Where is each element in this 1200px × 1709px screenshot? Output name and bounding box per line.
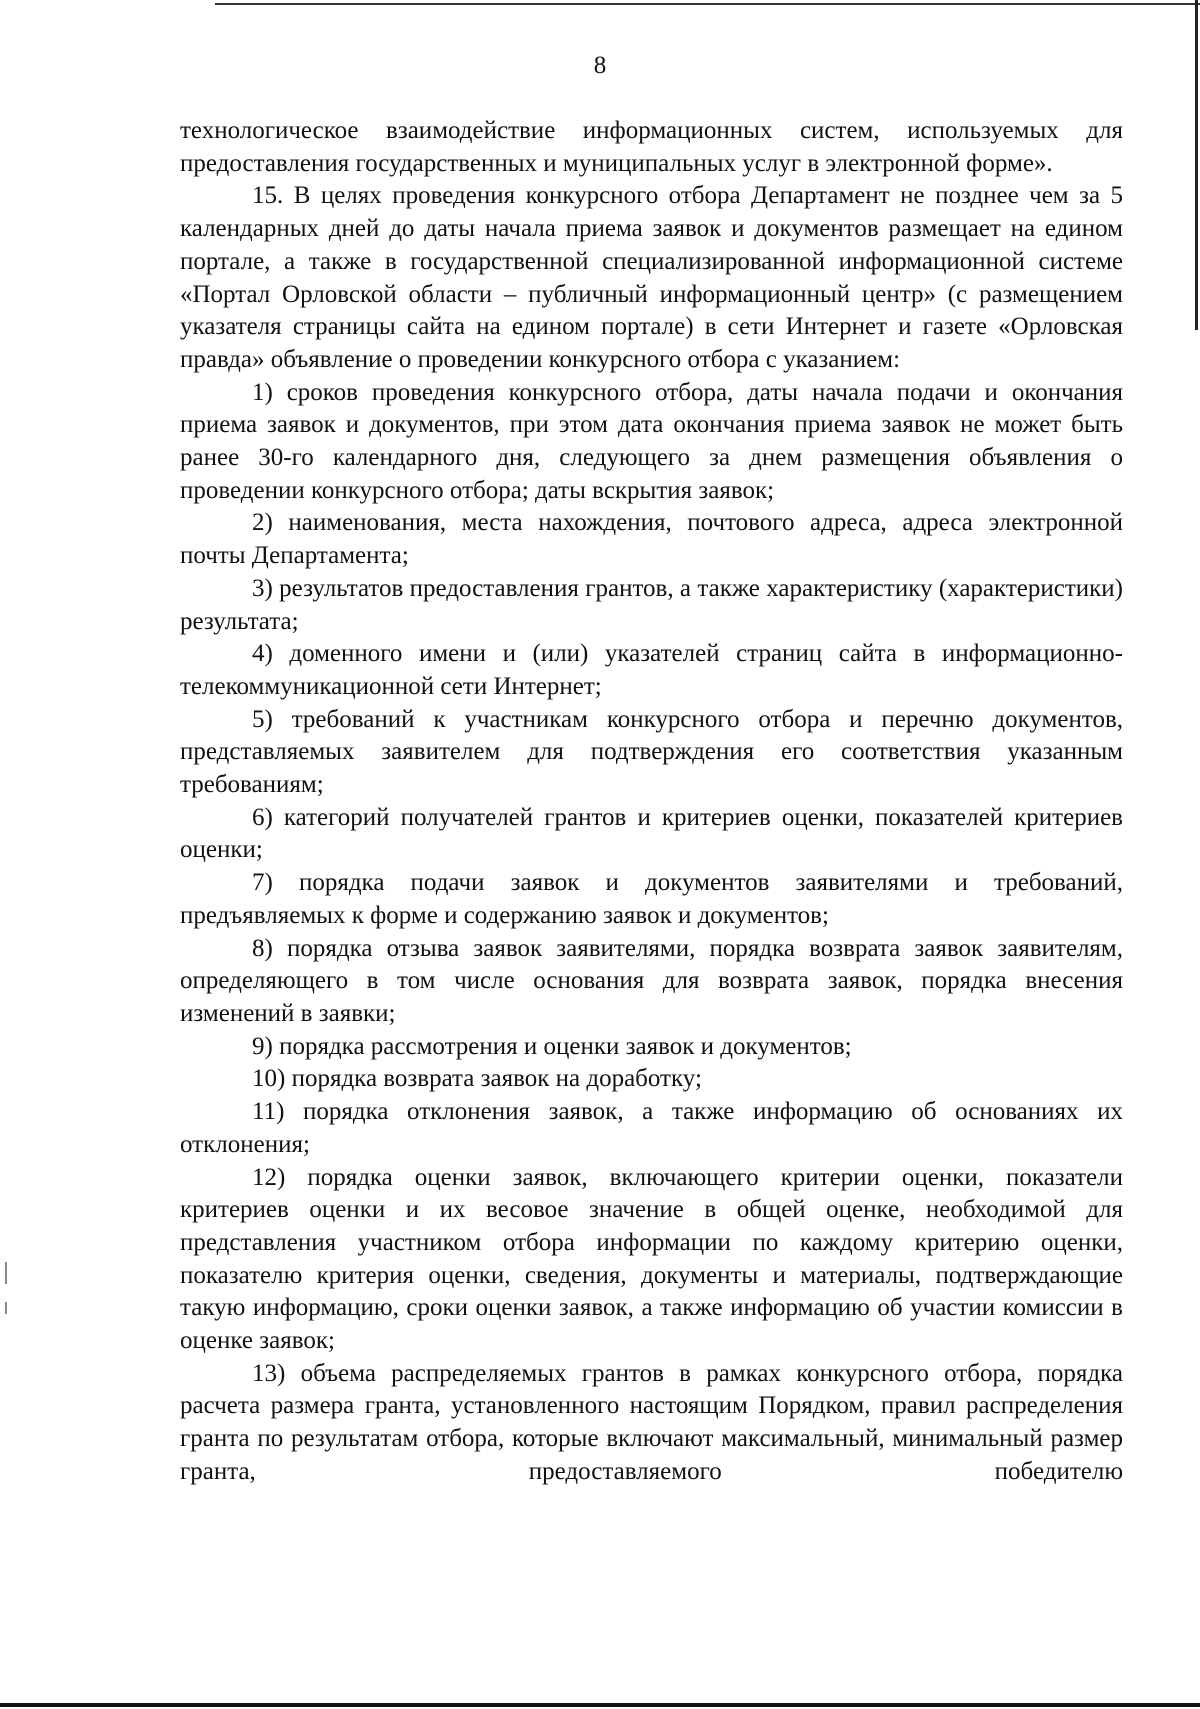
paragraph: 8) порядка отзыва заявок заявителями, порядка возврата заявок заявителям, определяющего в том числе основания для возврата заявок, порядка внесения изменений в заявки; bbox=[180, 934, 1123, 1027]
paragraph: технологическое взаимодействие информационных систем, используемых для предоставления государственных и муниципальных услуг в электронной форме». bbox=[180, 117, 1123, 177]
document-body bbox=[180, 115, 1123, 1489]
paragraph: 1) сроков проведения конкурсного отбора, даты начала подачи и окончания приема заявок и документов, при этом дата окончания приема заявок не может быть ранее 30-го календарного дня, следующего за днем размещения объявления о проведении конкурсного отбора; даты вскрытия заявок; bbox=[180, 378, 1123, 504]
paragraph: 13) объема распределяемых грантов в рамках конкурсного отбора, порядка расчета размера гранта, установленного настоящим Порядком, правил распределения гранта по результатам отбора, которые включают максимальный, минимальный размер гранта, предоставляемого победителю bbox=[180, 1359, 1123, 1485]
paragraph: 2) наименования, места нахождения, почтового адреса, адреса электронной почты Департамента; bbox=[180, 509, 1123, 570]
paragraph: 7) порядка подачи заявок и документов заявителями и требований, предъявляемых к форме и содержанию заявок и документов; bbox=[180, 869, 1123, 929]
paragraph: 10) порядка возврата заявок на доработку; bbox=[252, 1065, 702, 1093]
paragraph: 11) порядка отклонения заявок, а также информацию об основаниях их отклонения; bbox=[180, 1098, 1123, 1158]
page-number: 8 bbox=[593, 52, 607, 79]
paragraph: 5) требований к участникам конкурсного отбора и перечню документов, представляемых заявителем для подтверждения его соответствия указанным требованиям; bbox=[180, 705, 1123, 799]
paragraph: 12) порядка оценки заявок, включающего критерии оценки, показатели критериев оценки и их весовое значение в общей оценке, необходимой для представления участником отбора информации по каждому критерию оценки, показателю критерия оценки, сведения, документы и материалы, подтверждающие такую информацию, сроки оценки заявок, а также информацию об участии комиссии в оценке заявок; bbox=[180, 1163, 1123, 1355]
paragraph: 15. В целях проведения конкурсного отбора Департамент не позднее чем за 5 календарных дней до даты начала приема заявок и документов размещает на едином портале, а также в государственной специализированной информационной системе «Портал Орловской области – публичный информационный центр» (с размещением указателя страницы сайта на едином портале) в сети Интернет и газете «Орловская правда» объявление о проведении конкурсного отбора с указанием: bbox=[180, 182, 1123, 373]
scan-bottom-rule bbox=[0, 1703, 1200, 1707]
paragraph: 4) доменного имени и (или) указателей страниц сайта в информационно-телекоммуникационной сети Интернет; bbox=[180, 640, 1123, 700]
scan-margin-mark bbox=[5, 1262, 7, 1284]
paragraph: 3) результатов предоставления грантов, а также характеристику (характеристики) результата; bbox=[180, 574, 1123, 635]
scan-margin-mark bbox=[5, 1302, 7, 1314]
scan-top-rule bbox=[215, 3, 1200, 5]
paragraph: 9) порядка рассмотрения и оценки заявок и документов; bbox=[252, 1032, 852, 1060]
scan-right-edge bbox=[1195, 0, 1198, 330]
paragraph: 6) категорий получателей грантов и критериев оценки, показателей критериев оценки; bbox=[180, 803, 1123, 864]
